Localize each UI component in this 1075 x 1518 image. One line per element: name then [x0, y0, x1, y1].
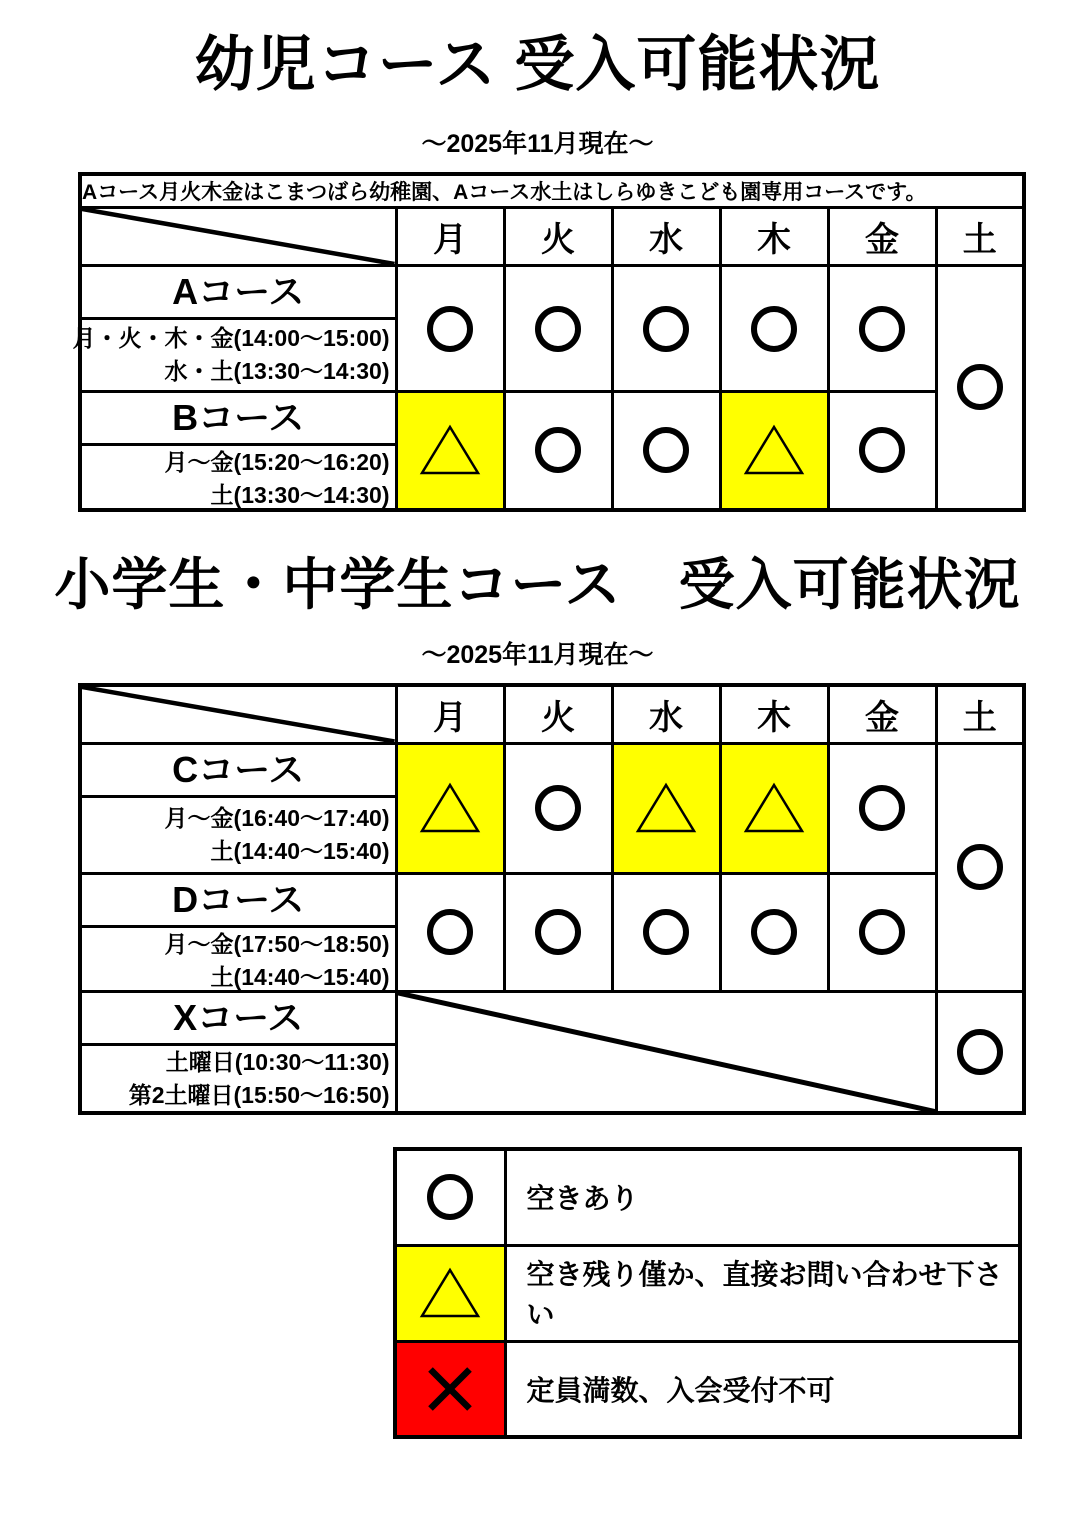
toddler-availability-table [72, 172, 1026, 512]
circle-symbol [859, 427, 905, 473]
circle-symbol [643, 306, 689, 352]
toddler-asof-date: ～2025年11月現在～ [421, 130, 654, 158]
circle-symbol [427, 1174, 473, 1220]
legend-table [393, 1147, 1022, 1439]
course-label-cell [80, 743, 396, 873]
circle-symbol [859, 306, 905, 352]
availability-cell [504, 743, 612, 873]
day-header: 土 [936, 208, 1024, 266]
availability-cell [720, 743, 828, 873]
course-row-d [80, 873, 1024, 991]
table-note-row [80, 174, 1024, 208]
course-row-b [80, 392, 1024, 510]
diagonal-blank-cell [80, 208, 396, 266]
circle-symbol [751, 909, 797, 955]
availability-cell [396, 392, 504, 510]
course-label-cell [80, 873, 396, 991]
course-schedule-line: 第2土曜日(15:50～16:50) [128, 1081, 390, 1108]
legend-symbol-cell [395, 1245, 505, 1341]
availability-cell [828, 743, 936, 873]
day-header: 火 [504, 685, 612, 743]
day-header: 月 [396, 208, 504, 266]
day-header-row [80, 208, 1024, 266]
day-header: 水 [612, 685, 720, 743]
legend-label: 空きあり [505, 1149, 1020, 1245]
course-label-cell [80, 392, 396, 510]
availability-cell [396, 873, 504, 991]
circle-symbol [427, 306, 473, 352]
course-schedule-line: 土(13:30～14:30) [210, 482, 390, 508]
course-schedule-line: 水・土(13:30～14:30) [164, 358, 390, 384]
diagonal-blank-cell [80, 685, 396, 743]
course-name: Aコース [82, 267, 395, 320]
circle-symbol [643, 427, 689, 473]
circle-symbol [535, 306, 581, 352]
course-schedule-line: 土曜日(10:30～11:30) [165, 1048, 390, 1075]
course-schedule-line: 月～金(16:40～17:40) [164, 804, 390, 831]
diagonal-line-icon [398, 993, 935, 1112]
legend-row [395, 1245, 1020, 1341]
circle-symbol [859, 785, 905, 831]
triangle-symbol [634, 780, 698, 836]
day-header: 金 [828, 685, 936, 743]
availability-cell [720, 266, 828, 392]
availability-cell [612, 873, 720, 991]
availability-cell [504, 392, 612, 510]
course-schedule-line: 月～金(17:50～18:50) [164, 930, 390, 957]
availability-cell [396, 743, 504, 873]
course-note: Aコース月火木金はこまつばら幼稚園、Aコース水土はしらゆきこども園専用コースです。 [80, 174, 1024, 208]
circle-symbol [751, 306, 797, 352]
cross-symbol [424, 1363, 476, 1415]
diagonal-line-icon [82, 209, 395, 264]
circle-symbol [535, 909, 581, 955]
day-header: 水 [612, 208, 720, 266]
availability-cell [828, 873, 936, 991]
day-header: 月 [396, 685, 504, 743]
legend-row [395, 1341, 1020, 1437]
circle-symbol [535, 785, 581, 831]
legend-label: 定員満数、入会受付不可 [505, 1341, 1020, 1437]
course-name: Xコース [82, 993, 395, 1046]
availability-cell [828, 266, 936, 392]
course-row-a [80, 266, 1024, 392]
availability-cell [396, 266, 504, 392]
circle-symbol [957, 1029, 1003, 1075]
course-label-cell [72, 266, 396, 392]
day-header: 金 [828, 208, 936, 266]
student-course-title: 小学生・中学生コース 受入可能状況 [54, 552, 1021, 616]
course-row-c [80, 743, 1024, 873]
course-schedule-line: 土(14:40～15:40) [210, 963, 390, 990]
availability-cell [504, 873, 612, 991]
weekdays-not-offered-cell [396, 991, 936, 1113]
course-label-cell [80, 991, 396, 1113]
legend-row [395, 1149, 1020, 1245]
circle-symbol [859, 909, 905, 955]
circle-symbol [643, 909, 689, 955]
availability-cell [828, 392, 936, 510]
circle-symbol [427, 909, 473, 955]
circle-symbol [957, 364, 1003, 410]
diagonal-line-icon [82, 687, 395, 742]
course-schedule-line: 土(14:40～15:40) [210, 837, 390, 864]
availability-cell-saturday [936, 743, 1024, 991]
student-availability-table [78, 683, 1026, 1115]
legend-label: 空き残り僅か、直接お問い合わせ下さい [505, 1245, 1020, 1341]
availability-cell-saturday [936, 266, 1024, 510]
course-name: Cコース [82, 745, 395, 798]
availability-cell [612, 743, 720, 873]
day-header: 火 [504, 208, 612, 266]
availability-cell [720, 392, 828, 510]
circle-symbol [535, 427, 581, 473]
triangle-symbol [742, 780, 806, 836]
triangle-symbol [418, 1265, 482, 1321]
legend-symbol-cell [395, 1149, 505, 1245]
triangle-symbol [742, 422, 806, 478]
day-header-row [80, 685, 1024, 743]
triangle-symbol [418, 422, 482, 478]
availability-cell [720, 873, 828, 991]
toddler-course-title: 幼児コース 受入可能状況 [194, 31, 881, 98]
availability-cell [612, 392, 720, 510]
course-schedule-line: 月・火・木・金(14:00～15:00) [72, 325, 390, 351]
circle-symbol [957, 844, 1003, 890]
course-name: Bコース [82, 393, 395, 446]
triangle-symbol [418, 780, 482, 836]
day-header: 木 [720, 208, 828, 266]
legend-symbol-cell [395, 1341, 505, 1437]
course-row-x [80, 991, 1024, 1113]
student-asof-date: ～2025年11月現在～ [421, 641, 654, 670]
course-name: Dコース [82, 875, 395, 928]
day-header: 土 [936, 685, 1024, 743]
day-header: 木 [720, 685, 828, 743]
availability-cell [504, 266, 612, 392]
availability-cell [612, 266, 720, 392]
course-schedule-line: 月～金(15:20～16:20) [164, 449, 390, 475]
availability-cell-saturday [936, 991, 1024, 1113]
